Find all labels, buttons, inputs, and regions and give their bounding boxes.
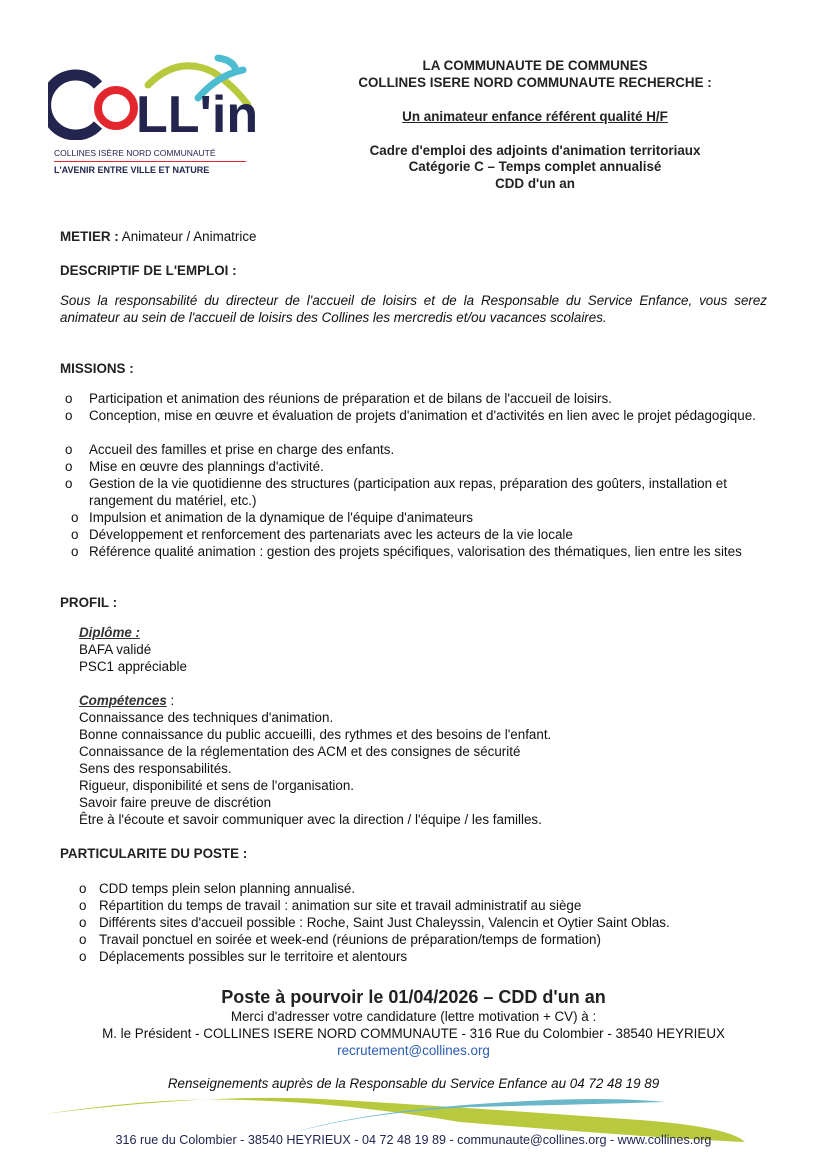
competence-item: Connaissance de la réglementation des ACM et des consignes de sécurité [79,744,521,759]
diplome-item: BAFA validé [79,642,152,657]
bullet-icon: o [79,932,87,947]
competence-item: Savoir faire preuve de discrétion [79,795,272,810]
poste-a-pourvoir: Poste à pourvoir le 01/04/2026 – CDD d'un an [221,987,606,1007]
competences-label: Compétences [79,693,167,708]
particularite-heading: PARTICULARITE DU POSTE : [60,846,248,861]
logo [48,50,260,185]
job-title: Un animateur enfance référent qualité H/F [402,109,668,124]
competence-item: Bonne connaissance du public accueilli, des rythmes et des besoins de l'enfant. [79,727,552,742]
footer-contact: 316 rue du Colombier - 38540 HEYRIEUX - 04 72 48 19 89 - communaute@collines.org - www.collines.org [115,1133,712,1147]
bullet-icon: o [65,459,73,474]
list-item-text: Différents sites d'accueil possible : Roche, Saint Just Chaleyssin, Valencin et Oytier Saint Oblas. [99,915,670,930]
list-item-text: Déplacements possibles sur le territoire et alentours [99,949,408,964]
list-item-text: Mise en œuvre des plannings d'activité. [89,459,324,474]
competences-heading [79,692,174,709]
adresse-candidature: M. le Président - COLLINES ISERE NORD COMMUNAUTE - 316 Rue du Colombier - 38540 HEYRIEUX [102,1026,725,1041]
renseignements: Renseignements auprès de la Responsable du Service Enfance au 04 72 48 19 89 [167,1076,660,1091]
list-item-text: CDD temps plein selon planning annualisé. [99,881,356,896]
contrat: CDD d'un an [495,176,575,191]
competences-colon: : [166,693,175,708]
competence-item: Rigueur, disponibilité et sens de l'organisation. [79,778,355,793]
list-item-text: Développement et renforcement des partenariats avec les acteurs de la vie locale [89,527,573,542]
bullet-icon: o [79,949,87,964]
bullet-icon: o [71,527,79,542]
cadre-emploi: Cadre d'emploi des adjoints d'animation territoriaux [369,143,701,158]
list-item-text: Référence qualité animation : gestion des projets spécifiques, valorisation des thématiques, lien entre les sites [89,544,742,559]
header-line2: COLLINES ISERE NORD COMMUNAUTE RECHERCHE : [358,75,712,90]
bullet-icon: o [71,510,79,525]
merci-text: Merci d'adresser votre candidature (lettre motivation + CV) à : [230,1009,597,1024]
metier [60,228,256,245]
metier-label: METIER : [60,229,119,244]
descriptif-text: Sous la responsabilité du directeur de l'accueil de loisirs et de la Responsable du Service Enfance, vous serez animateur au sein de l'accueil de loisirs des Collines les mercredis et/ou vacances scolaires. [60,293,767,325]
list-item-text: Travail ponctuel en soirée et week-end (réunions de préparation/temps de formation) [99,932,601,947]
logo-graphic [48,50,260,140]
competence-item: Connaissance des techniques d'animation. [79,710,334,725]
list-item-text: Gestion de la vie quotidienne des structures (participation aux repas, préparation des goûters, installation et rangement du matériel, etc.) [89,476,727,508]
categorie: Catégorie C – Temps complet annualisé [408,159,662,174]
profil-heading: PROFIL : [60,595,118,610]
header-line1: LA COMMUNAUTE DE COMMUNES [422,58,648,73]
list-item-text: Conception, mise en œuvre et évaluation de projets d'animation et d'activités en lien avec le projet pédagogique. [89,408,756,423]
email-link[interactable]: recrutement@collines.org [337,1043,490,1058]
logo-line2: L'AVENIR ENTRE VILLE ET NATURE [54,165,210,175]
metier-value: Animateur / Animatrice [121,229,257,244]
svg-text:LL'in: LL'in [136,86,259,140]
bullet-icon: o [65,391,73,406]
list-item-text: Répartition du temps de travail : animation sur site et travail administratif au siège [99,898,582,913]
bullet-icon: o [79,898,87,913]
diplome-label: Diplôme : [79,625,141,640]
bullet-icon: o [65,476,73,491]
competence-item: Sens des responsabilités. [79,761,232,776]
list-item-text: Accueil des familles et prise en charge des enfants. [89,442,395,457]
list-item-text: Impulsion et animation de la dynamique de l'équipe d'animateurs [89,510,474,525]
logo-line1: COLLINES ISÈRE NORD COMMUNAUTÉ [54,148,216,158]
missions-heading: MISSIONS : [60,361,134,376]
descriptif-heading: DESCRIPTIF DE L'EMPLOI : [60,263,237,278]
list-item-text: Participation et animation des réunions de préparation et de bilans de l'accueil de loisirs. [89,391,612,406]
bullet-icon: o [79,915,87,930]
competence-item: Être à l'écoute et savoir communiquer avec la direction / l'équipe / les familles. [79,812,542,827]
bullet-icon: o [65,442,73,457]
bullet-icon: o [79,881,87,896]
bullet-icon: o [65,408,73,423]
bullet-icon: o [71,544,79,559]
diplome-item: PSC1 appréciable [79,659,187,674]
